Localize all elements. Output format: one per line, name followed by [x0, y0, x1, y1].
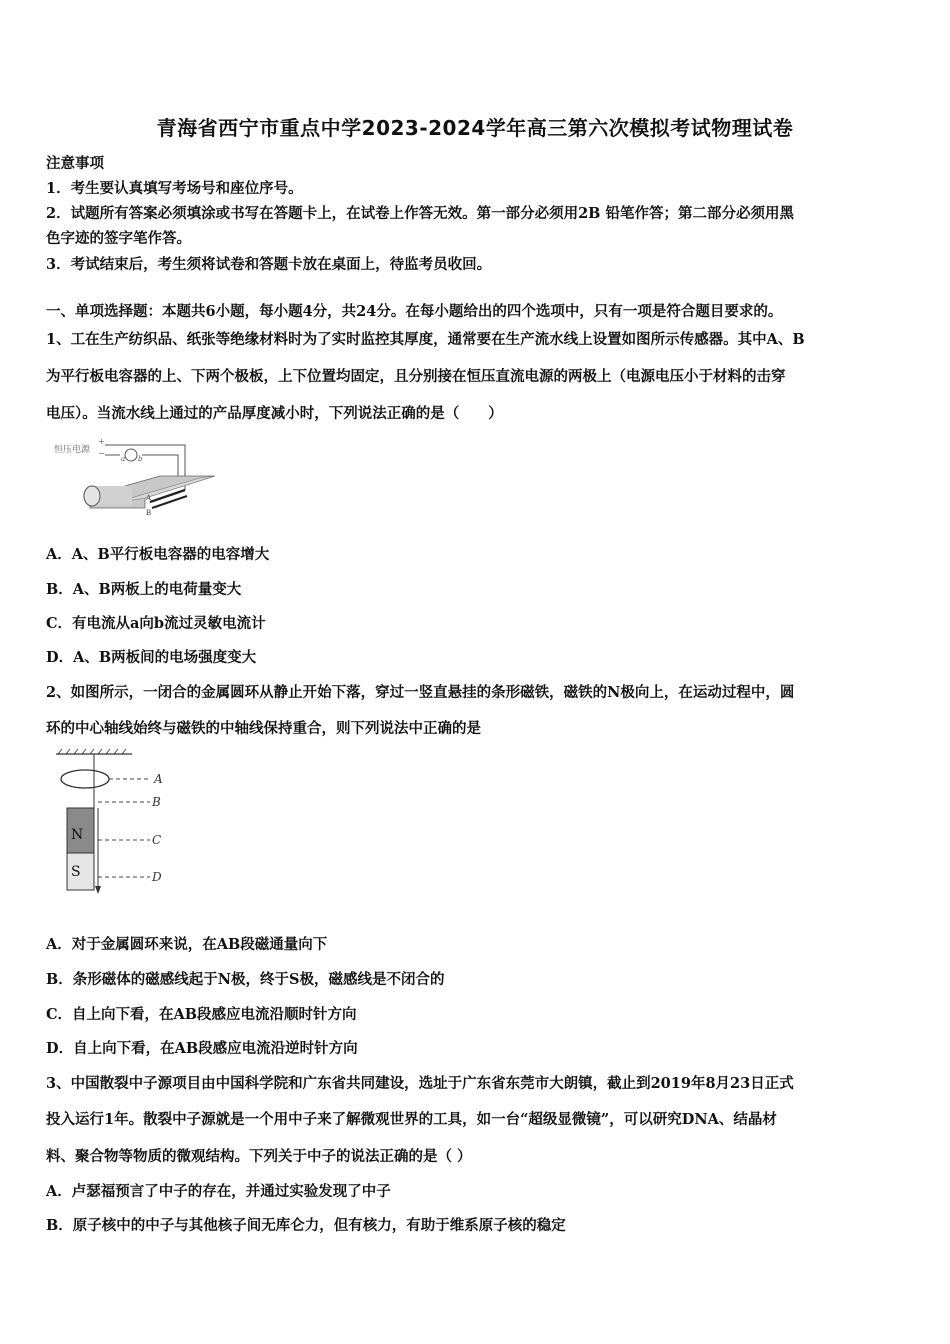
- q1-fig-label-B: B: [146, 509, 152, 517]
- q2-fig-label-B: B: [152, 795, 161, 809]
- q2-fig-label-D: D: [152, 870, 162, 884]
- q3-stem-line: 3、中国散裂中子源项目由中国科学院和广东省共同建设，选址于广东省东莞市大朗镇，截止到2019年8月23日正式: [46, 1075, 794, 1092]
- q2-fig-label-N: N: [71, 827, 84, 843]
- q1-option-c: C．有电流从a向b流过灵敏电流计: [46, 615, 266, 632]
- section-heading: 一、单项选择题：本题共6小题，每小题4分，共24分。在每小题给出的四个选项中，只有一项是符合题目要求的。: [46, 303, 783, 320]
- q2-option-a: A．对于金属圆环来说，在AB段磁通量向下: [46, 936, 328, 953]
- notice-heading: 注意事项: [46, 155, 104, 172]
- notice-item: 3．考试结束后，考生须将试卷和答题卡放在桌面上，待监考员收回。: [46, 256, 492, 273]
- q1-fig-label-source: 恒压电源: [54, 445, 91, 455]
- notice-item: 1．考生要认真填写考场号和座位序号。: [46, 180, 303, 197]
- q2-magnet-figure: [52, 748, 182, 896]
- q1-fig-label-A: A: [146, 494, 152, 502]
- q2-fig-label-S: S: [71, 864, 81, 880]
- q1-fig-label-a: a: [121, 455, 126, 463]
- q1-option-a: A．A、B平行板电容器的电容增大: [46, 546, 270, 563]
- notice-item: 2．试题所有答案必须填涂或书写在答题卡上，在试卷上作答无效。第一部分必须用2B 铅笔作答；第二部分必须用黑: [46, 205, 794, 222]
- q1-fig-label-plus: +: [98, 437, 105, 446]
- q1-stem-line: 为平行板电容器的上、下两个极板，上下位置均固定，且分别接在恒压直流电源的两极上（电源电压小于材料的击穿: [46, 368, 786, 385]
- q1-option-b: B．A、B两板上的电荷量变大: [46, 581, 242, 598]
- q1-stem-line: 1、工在生产纺织品、纸张等绝缘材料时为了实时监控其厚度，通常要在生产流水线上设置如图所示传感器。其中A、B: [46, 331, 805, 348]
- q1-fig-label-b: b: [138, 455, 143, 463]
- q2-option-c: C．自上向下看，在AB段感应电流沿顺时针方向: [46, 1006, 357, 1023]
- q3-stem-line: 料、聚合物等物质的微观结构。下列关于中子的说法正确的是（ ）: [46, 1148, 472, 1165]
- q2-fig-label-C: C: [152, 833, 162, 847]
- q1-sensor-figure: [50, 436, 220, 521]
- q2-fig-label-A: A: [154, 772, 163, 786]
- q3-stem-line: 投入运行1年。散裂中子源就是一个用中子来了解微观世界的工具，如一台“超级显微镜”，可以研究DNA、结晶材: [46, 1111, 777, 1128]
- q2-stem-line: 环的中心轴线始终与磁铁的中轴线保持重合，则下列说法中正确的是: [46, 720, 481, 737]
- q3-option-a: A．卢瑟福预言了中子的存在，并通过实验发现了中子: [46, 1183, 391, 1200]
- q1-fig-label-minus: −: [98, 449, 105, 458]
- q2-option-b: B．条形磁体的磁感线起于N极，终于S极，磁感线是不闭合的: [46, 971, 445, 988]
- q1-stem-line: 电压）。当流水线上通过的产品厚度减小时，下列说法正确的是（ ）: [46, 405, 503, 422]
- q3-option-b: B．原子核中的中子与其他核子间无库仑力，但有核力，有助于维系原子核的稳定: [46, 1217, 566, 1234]
- notice-item: 色字迹的签字笔作答。: [46, 230, 191, 247]
- q1-option-d: D．A、B两板间的电场强度变大: [46, 649, 257, 666]
- q2-option-d: D．自上向下看，在AB段感应电流沿逆时针方向: [46, 1040, 358, 1057]
- q2-stem-line: 2、如图所示，一闭合的金属圆环从静止开始下落，穿过一竖直悬挂的条形磁铁，磁铁的N极向上，在运动过程中，圆: [46, 684, 795, 701]
- page-title: 青海省西宁市重点中学2023-2024学年高三第六次模拟考试物理试卷: [156, 116, 794, 140]
